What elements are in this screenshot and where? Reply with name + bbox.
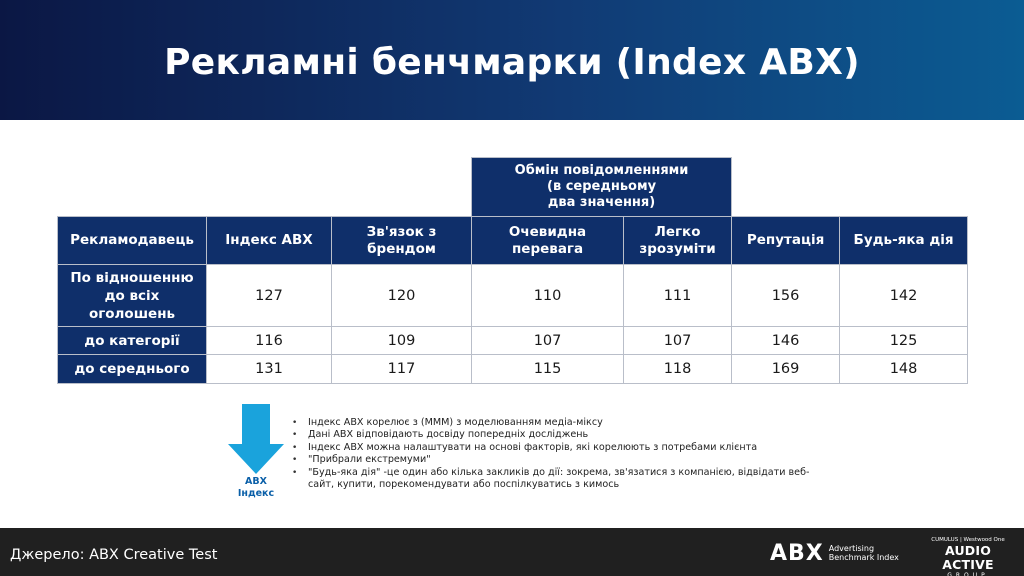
list-item: • Індекс ABX можна налаштувати на основі факторів, які корелюють з потребами клієнта — [290, 442, 810, 454]
aag-logo-top: CUMULUS | Westwood One — [931, 537, 1005, 543]
audio-active-group-logo — [918, 537, 1018, 576]
group-header-spacer — [58, 158, 472, 217]
table-cell: 131 — [207, 355, 332, 384]
table-cell: 148 — [840, 355, 968, 384]
abx-logo-subtitle — [829, 544, 899, 562]
arrow-label-line-2: Індекс — [237, 488, 275, 499]
group-header-line-3: два значення) — [547, 195, 656, 210]
table-cell: 116 — [207, 327, 332, 355]
column-header-brand-link: Зв'язок з брендом — [332, 217, 472, 265]
group-header-row — [58, 158, 968, 217]
column-header-any-action: Будь-яка дія — [840, 217, 968, 265]
abx-logo-subtitle-line-1: Advertising — [828, 544, 875, 553]
column-header-easy-to-understand: Легко зрозуміти — [624, 217, 732, 265]
abx-logo-subtitle-line-2: Benchmark Index — [828, 553, 899, 562]
group-header-line-2: (в середньому — [547, 179, 657, 194]
arrow-down-shape — [228, 404, 284, 474]
table-cell: 125 — [840, 327, 968, 355]
group-header-messaging — [472, 158, 732, 217]
list-item: • "Прибрали екстремуми" — [290, 454, 810, 466]
abx-logo-mark: ABX — [770, 540, 824, 566]
table-cell: 118 — [624, 355, 732, 384]
table-row — [58, 327, 968, 355]
table-cell: 107 — [472, 327, 624, 355]
table-cell: 115 — [472, 355, 624, 384]
group-header-line-1: Обмін повідомленнями — [514, 163, 689, 178]
row-label: до середнього — [58, 355, 207, 384]
table-cell: 111 — [624, 265, 732, 327]
column-header-reputation: Репутація — [732, 217, 840, 265]
arrow-label — [226, 476, 286, 500]
table-row — [58, 265, 968, 327]
footer-bar — [0, 528, 1024, 576]
aag-logo-main: AUDIO ACTIVE — [942, 543, 994, 572]
group-header-spacer-right — [732, 158, 968, 217]
column-header-row — [58, 217, 968, 265]
arrow-down-icon — [228, 404, 284, 474]
table-cell: 127 — [207, 265, 332, 327]
title-banner — [0, 0, 1024, 120]
table-row — [58, 355, 968, 384]
aag-logo-group: GROUP — [947, 572, 989, 576]
column-header-abx-index: Індекс ABX — [207, 217, 332, 265]
list-item: • "Будь-яка дія" -це один або кілька закликів до дії: зокрема, зв'язатися з компанією, відвідати веб-сайт, купити, порекомендувати або поспілкуватись з кимось — [290, 467, 810, 492]
row-label: до категорії — [58, 327, 207, 355]
column-header-advertiser: Рекламодавець — [58, 217, 207, 265]
table-cell: 146 — [732, 327, 840, 355]
list-item: • Дані ABX відповідають досвіду попередніх досліджень — [290, 429, 810, 441]
table-cell: 156 — [732, 265, 840, 327]
table-cell: 169 — [732, 355, 840, 384]
table-cell: 110 — [472, 265, 624, 327]
table-cell: 142 — [840, 265, 968, 327]
abx-logo — [770, 540, 899, 566]
table-cell: 120 — [332, 265, 472, 327]
table-cell: 117 — [332, 355, 472, 384]
arrow-label-line-1: ABX — [245, 476, 267, 487]
table-cell: 109 — [332, 327, 472, 355]
benchmark-table — [57, 157, 968, 384]
list-item: • Індекс ABX корелює з (MMM) з моделюванням медіа-міксу — [290, 417, 810, 429]
source-text: Джерело: ABX Creative Test — [10, 547, 218, 563]
table-cell: 107 — [624, 327, 732, 355]
page-title: Рекламні бенчмарки (Index ABX) — [164, 41, 860, 83]
notes-list — [290, 417, 810, 491]
row-label: По відношенню до всіх оголошень — [58, 265, 207, 327]
column-header-clear-advantage: Очевидна перевага — [472, 217, 624, 265]
